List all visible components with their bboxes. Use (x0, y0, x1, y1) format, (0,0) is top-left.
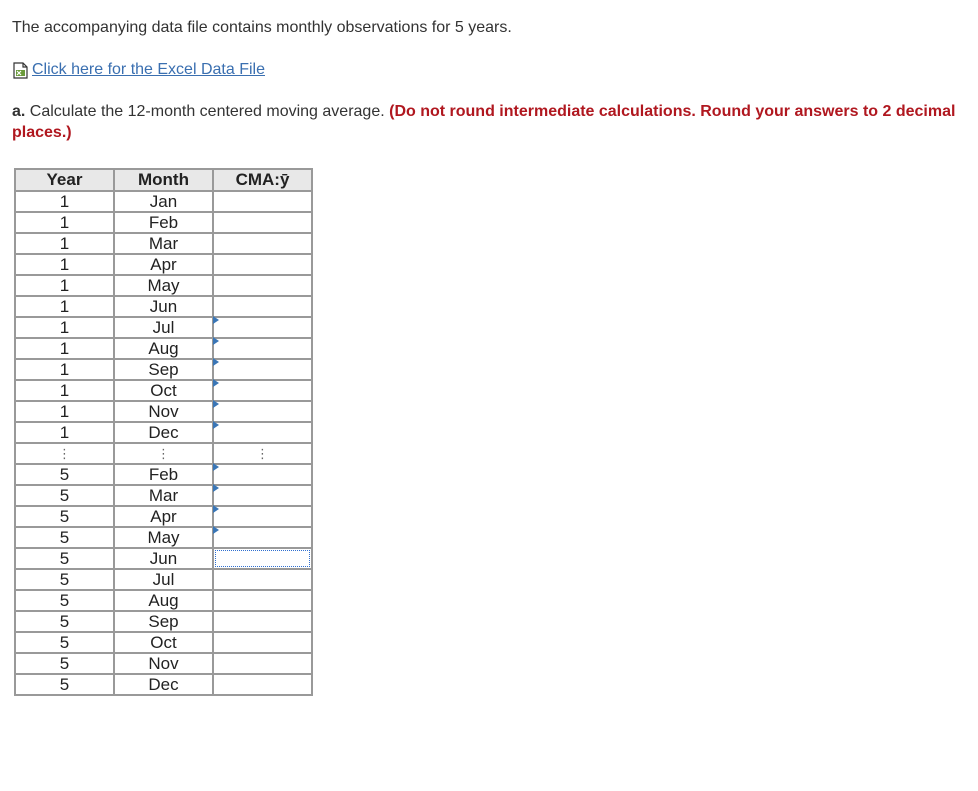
ellipsis-cell: ⋮ (114, 443, 213, 464)
cell-marker-icon (213, 400, 219, 408)
cell-marker-icon (213, 316, 219, 324)
month-cell: Jul (114, 569, 213, 590)
cma-table (14, 168, 313, 696)
cma-input-cell[interactable] (213, 464, 312, 485)
year-cell: 1 (15, 296, 114, 317)
table-row (15, 254, 312, 275)
cell-marker-icon (213, 463, 219, 471)
month-cell: Mar (114, 485, 213, 506)
month-cell: Aug (114, 338, 213, 359)
year-cell: 5 (15, 590, 114, 611)
year-cell: 1 (15, 191, 114, 212)
intro-text: The accompanying data file contains monthly observations for 5 years. (12, 19, 512, 36)
table-row (15, 548, 312, 569)
month-cell: May (114, 275, 213, 296)
table-row (15, 674, 312, 695)
table-row (15, 296, 312, 317)
table-row (15, 338, 312, 359)
table-row (15, 611, 312, 632)
cell-marker-icon (213, 337, 219, 345)
header-month: Month (114, 169, 213, 191)
ellipsis-cell: ⋮ (15, 443, 114, 464)
cma-input-cell[interactable] (213, 380, 312, 401)
question-a (12, 101, 962, 143)
ellipsis-row (15, 443, 312, 464)
table-row (15, 233, 312, 254)
cma-input-cell[interactable] (213, 422, 312, 443)
cma-input-cell[interactable] (213, 359, 312, 380)
table-row (15, 527, 312, 548)
year-cell: 1 (15, 338, 114, 359)
year-cell: 1 (15, 422, 114, 443)
year-cell: 5 (15, 653, 114, 674)
month-cell: Jan (114, 191, 213, 212)
table-body (15, 191, 312, 695)
cell-marker-icon (213, 505, 219, 513)
month-cell: Oct (114, 632, 213, 653)
table-row (15, 590, 312, 611)
year-cell: 1 (15, 401, 114, 422)
excel-data-link[interactable]: Click here for the Excel Data File (32, 61, 265, 78)
cma-input-cell[interactable] (213, 317, 312, 338)
excel-file-icon[interactable] (12, 62, 30, 79)
month-cell: Apr (114, 506, 213, 527)
year-cell: 5 (15, 569, 114, 590)
question-text: Calculate the 12-month centered moving average. (25, 103, 390, 120)
year-cell: 5 (15, 632, 114, 653)
year-cell: 5 (15, 674, 114, 695)
table-row (15, 359, 312, 380)
table-row (15, 653, 312, 674)
month-cell: Mar (114, 233, 213, 254)
year-cell: 1 (15, 380, 114, 401)
cma-input-cell[interactable] (213, 611, 312, 632)
table-header-row (15, 169, 312, 191)
cma-input-cell[interactable] (213, 401, 312, 422)
table-row (15, 275, 312, 296)
cma-input-cell[interactable] (213, 506, 312, 527)
month-cell: Feb (114, 212, 213, 233)
cell-marker-icon (213, 484, 219, 492)
cma-input-cell[interactable] (213, 548, 312, 569)
cell-marker-icon (213, 526, 219, 534)
rounding-instruction: (Do not round intermediate calculations. Round your answers to 2 decimal places.) (12, 103, 956, 141)
cma-input-cell[interactable] (213, 527, 312, 548)
year-cell: 5 (15, 464, 114, 485)
year-cell: 5 (15, 506, 114, 527)
table-row (15, 212, 312, 233)
cma-input-cell[interactable] (213, 191, 312, 212)
cma-input-cell[interactable] (213, 296, 312, 317)
cma-input-cell[interactable] (213, 653, 312, 674)
cma-input-cell[interactable] (213, 485, 312, 506)
cma-input-cell[interactable] (213, 233, 312, 254)
table-row (15, 569, 312, 590)
cma-input-cell[interactable] (213, 275, 312, 296)
month-cell: Jul (114, 317, 213, 338)
ellipsis-cell: ⋮ (213, 443, 312, 464)
month-cell: Nov (114, 401, 213, 422)
cma-input-cell[interactable] (213, 674, 312, 695)
month-cell: Nov (114, 653, 213, 674)
cma-input-cell[interactable] (213, 632, 312, 653)
year-cell: 5 (15, 611, 114, 632)
year-cell: 5 (15, 527, 114, 548)
month-cell: Feb (114, 464, 213, 485)
year-cell: 5 (15, 548, 114, 569)
cma-input-cell[interactable] (213, 212, 312, 233)
table-row (15, 485, 312, 506)
year-cell: 1 (15, 212, 114, 233)
year-cell: 5 (15, 485, 114, 506)
month-cell: Apr (114, 254, 213, 275)
header-cma: CMA:ȳ (213, 169, 312, 191)
table-row (15, 317, 312, 338)
cma-input-cell[interactable] (213, 590, 312, 611)
excel-data-link-row[interactable] (12, 61, 265, 79)
table-row (15, 506, 312, 527)
table-row (15, 380, 312, 401)
table-row (15, 401, 312, 422)
cell-marker-icon (213, 421, 219, 429)
month-cell: Aug (114, 590, 213, 611)
cell-marker-icon (213, 358, 219, 366)
table-row (15, 632, 312, 653)
year-cell: 1 (15, 317, 114, 338)
month-cell: Sep (114, 359, 213, 380)
year-cell: 1 (15, 275, 114, 296)
month-cell: Dec (114, 674, 213, 695)
year-cell: 1 (15, 359, 114, 380)
month-cell: Oct (114, 380, 213, 401)
cma-input-cell[interactable] (213, 569, 312, 590)
month-cell: Jun (114, 296, 213, 317)
month-cell: Sep (114, 611, 213, 632)
question-label: a. (12, 103, 26, 120)
cma-input-cell[interactable] (213, 338, 312, 359)
year-cell: 1 (15, 254, 114, 275)
month-cell: May (114, 527, 213, 548)
cell-marker-icon (213, 379, 219, 387)
month-cell: Jun (114, 548, 213, 569)
year-cell: 1 (15, 233, 114, 254)
header-year: Year (15, 169, 114, 191)
table-row (15, 422, 312, 443)
table-row (15, 464, 312, 485)
cma-input-cell[interactable] (213, 254, 312, 275)
month-cell: Dec (114, 422, 213, 443)
table-row (15, 191, 312, 212)
